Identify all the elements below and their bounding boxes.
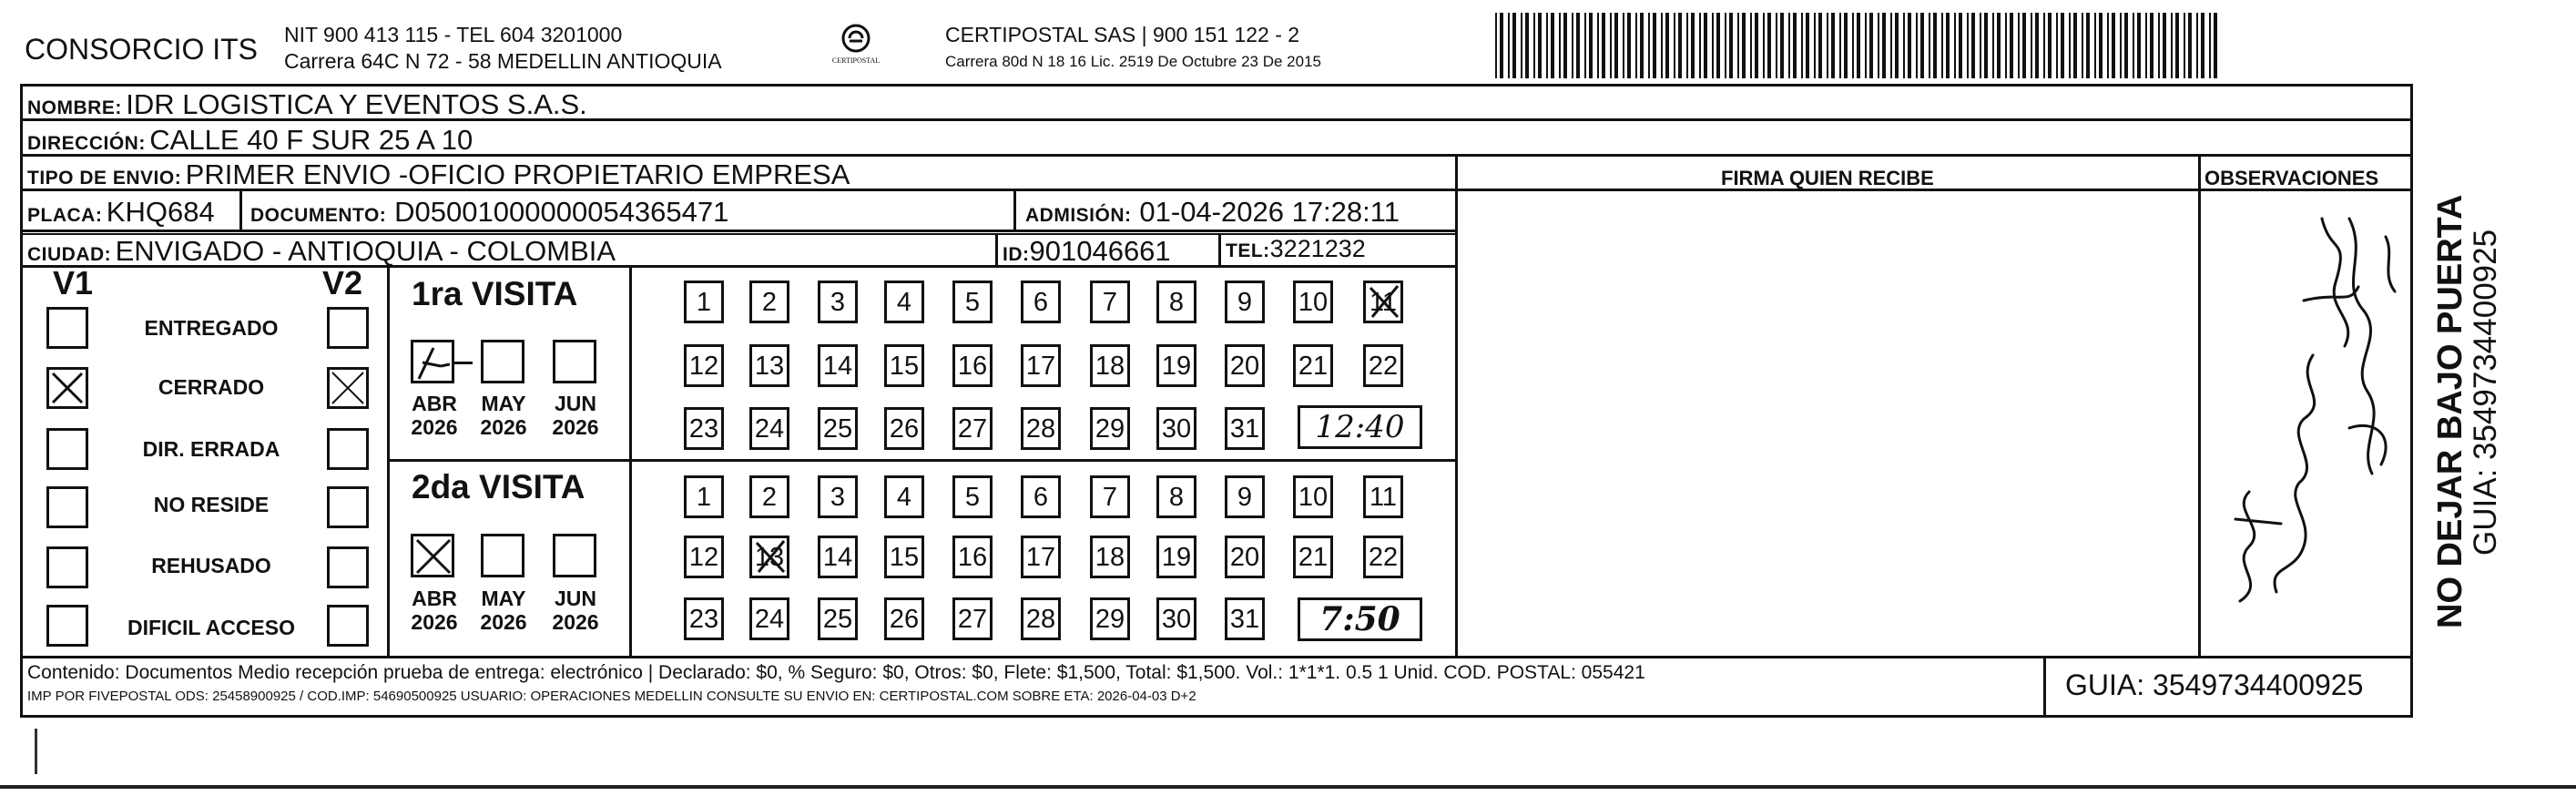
v1-checkbox-dificil-acceso[interactable] — [46, 605, 88, 647]
admision-value: 01-04-2026 17:28:11 — [1139, 196, 1400, 228]
day-box-visit1[interactable]: 7 — [1090, 281, 1130, 323]
first-visit-time-box[interactable] — [1298, 405, 1422, 449]
barcode-bar — [1716, 13, 1720, 78]
barcode-bar — [1737, 13, 1739, 78]
day-box-visit2[interactable]: 7 — [1090, 475, 1130, 518]
day-box-visit2[interactable]: 3 — [818, 475, 858, 518]
barcode-bar — [1627, 13, 1631, 78]
company-nit: NIT 900 413 115 - TEL 604 3201000 — [284, 23, 623, 46]
v2-month-abr[interactable] — [411, 534, 454, 577]
day-box-visit1[interactable]: 13 — [749, 344, 789, 387]
company-address: Carrera 64C N 72 - 58 MEDELLIN ANTIOQUIA — [284, 49, 722, 73]
barcode-bar — [2145, 13, 2147, 78]
day-box-visit2[interactable]: 20 — [1225, 536, 1265, 578]
v2-month-jun[interactable] — [553, 534, 596, 577]
scan-edge-line — [0, 785, 2576, 789]
barcode-bar — [1890, 13, 1892, 78]
barcode-bar — [2158, 13, 2160, 78]
dash-mark — [454, 362, 473, 364]
barcode-bar — [1818, 13, 1822, 78]
barcode-bar — [1750, 13, 1752, 78]
barcode-bar — [1929, 13, 1930, 78]
barcode-bar — [1967, 13, 1969, 78]
barcode-bar — [1576, 13, 1580, 78]
month-name: JUN — [554, 392, 596, 415]
month-name: ABR — [412, 392, 457, 415]
barcode-bar — [1767, 13, 1771, 78]
day-box-visit1[interactable]: 30 — [1156, 407, 1196, 450]
second-visit-label: 2da VISITA — [412, 468, 585, 505]
direccion-label: DIRECCIÓN: — [27, 133, 146, 154]
barcode-bar — [1801, 13, 1803, 78]
v2-checkbox-entregado[interactable] — [327, 307, 369, 349]
v1-month-abr-label — [402, 392, 466, 439]
barcode-bar — [1865, 13, 1867, 78]
barcode-bar — [2094, 13, 2096, 78]
ciudad-value: ENVIGADO - ANTIOQUIA - COLOMBIA — [115, 235, 616, 267]
barcode-bar — [1954, 13, 1956, 78]
barcode-bar — [2082, 13, 2083, 78]
day-box-visit2[interactable]: 23 — [684, 597, 724, 640]
documento-value: D05001000000054365471 — [394, 196, 729, 228]
barcode-bar — [1572, 13, 1573, 78]
barcode-bar — [2099, 13, 2103, 78]
v2-month-may-label — [472, 587, 535, 634]
v2-checkbox-rehusado[interactable] — [327, 546, 369, 588]
day-box-visit1[interactable]: 29 — [1090, 407, 1130, 450]
day-box-visit2[interactable]: 9 — [1225, 475, 1265, 518]
rule — [1218, 233, 1221, 267]
barcode-bar — [1806, 13, 1809, 78]
footer-guia: GUIA: 3549734400925 — [2065, 668, 2364, 701]
barcode-bar — [1674, 13, 1675, 78]
logo-text: CERTIPOSTAL — [831, 56, 881, 65]
tipo-row — [27, 158, 850, 191]
day-box-visit1[interactable]: 27 — [952, 407, 993, 450]
barcode-bar — [1959, 13, 1962, 78]
day-box-visit1[interactable]: 24 — [749, 407, 789, 450]
day-box-visit2[interactable]: 22 — [1363, 536, 1403, 578]
option-dir-errada: DIR. ERRADA — [142, 437, 280, 461]
barcode-bar — [2031, 13, 2032, 78]
day-box-visit1[interactable]: 26 — [884, 407, 924, 450]
v1-checkbox-rehusado[interactable] — [46, 546, 88, 588]
day-box-visit2[interactable]: 8 — [1156, 475, 1196, 518]
obs-divider — [2198, 154, 2201, 658]
v1-checkbox-entregado[interactable] — [46, 307, 88, 349]
day-box-visit2[interactable]: 16 — [952, 536, 993, 578]
barcode-bar — [1844, 13, 1848, 78]
barcode-bar — [1712, 13, 1714, 78]
barcode-bar — [2022, 13, 2026, 78]
barcode-bar — [1678, 13, 1682, 78]
carrier-address: Carrera 80d N 18 16 Lic. 2519 De Octubre 23 De 2015 — [945, 53, 1321, 70]
barcode-bar — [1584, 13, 1586, 78]
admision-label: ADMISIÓN: — [1025, 205, 1132, 226]
tel-label: TEL: — [1226, 240, 1270, 261]
footer-contenido: Contenido: Documentos Medio recepción prueba de entrega: electrónico | Declarado: $0, % Seguro: $0, Otros: $0, Flete: $1,500, Total: $1,500. Vol.: 1*1*1. 0.5 1 Unid. COD. POSTAL: 055421 — [27, 662, 1645, 683]
barcode-bar — [2069, 13, 2071, 78]
month-year: 2026 — [411, 415, 458, 439]
option-no-reside: NO RESIDE — [153, 493, 270, 516]
carrier-name: CERTIPOSTAL SAS | 900 151 122 - 2 — [945, 23, 1300, 46]
month-year: 2026 — [480, 415, 527, 439]
barcode-bar — [1546, 13, 1548, 78]
barcode-bar — [1780, 13, 1784, 78]
v1-month-may-label — [472, 392, 535, 439]
barcode-bar — [1704, 13, 1707, 78]
barcode-bar — [2133, 13, 2134, 78]
nombre-label: NOMBRE: — [27, 97, 122, 118]
month-name: JUN — [554, 587, 596, 610]
frame-bottom — [20, 715, 2413, 718]
day-box-visit2[interactable]: 18 — [1090, 536, 1130, 578]
barcode-bar — [2184, 13, 2185, 78]
v2-month-jun-label — [544, 587, 607, 634]
barcode-bar — [1640, 13, 1644, 78]
barcode-bar — [1984, 13, 1988, 78]
frame-left — [20, 84, 23, 717]
day-box-visit2[interactable]: 27 — [952, 597, 993, 640]
v1-month-jun[interactable] — [553, 340, 596, 383]
barcode-bar — [1686, 13, 1688, 78]
day-box-visit1[interactable]: 18 — [1090, 344, 1130, 387]
day-cross-mark — [1363, 281, 1403, 323]
barcode-bar — [1882, 13, 1886, 78]
day-box-visit1[interactable]: 11 — [1363, 281, 1403, 323]
v1-label: V1 — [53, 264, 94, 301]
day-box-visit1[interactable]: 6 — [1021, 281, 1061, 323]
barcode-bar — [1500, 13, 1503, 78]
month-year: 2026 — [411, 610, 458, 634]
barcode-bar — [2056, 13, 2058, 78]
barcode-bar — [1648, 13, 1650, 78]
day-box-visit1[interactable]: 9 — [1225, 281, 1265, 323]
firma-label: FIRMA QUIEN RECIBE — [1721, 167, 1934, 189]
barcode-bar — [2175, 13, 2179, 78]
v2-checkbox-dificil-acceso[interactable] — [327, 605, 369, 647]
tel-value: 3221232 — [1269, 235, 1366, 262]
barcode-bar — [1563, 13, 1567, 78]
barcode-bar — [1997, 13, 2001, 78]
month-year: 2026 — [480, 610, 527, 634]
barcode-bar — [2061, 13, 2064, 78]
barcode-bar — [1653, 13, 1656, 78]
v1-month-jun-label — [544, 392, 607, 439]
barcode-bar — [1725, 13, 1726, 78]
barcode-bar — [1793, 13, 1797, 78]
barcode-bar — [1839, 13, 1841, 78]
barcode-bar — [2035, 13, 2039, 78]
barcode-bar — [1763, 13, 1765, 78]
side-guia: GUIA: 3549734400925 — [2468, 229, 2503, 556]
barcode-bar — [2073, 13, 2077, 78]
barcode-bar — [1933, 13, 1937, 78]
month-name: MAY — [481, 392, 526, 415]
nombre-value: IDR LOGISTICA Y EVENTOS S.A.S. — [126, 88, 587, 120]
ciudad-label: CIUDAD: — [27, 244, 112, 265]
placa-value: KHQ684 — [106, 196, 215, 228]
day-box-visit1[interactable]: 10 — [1293, 281, 1333, 323]
day-box-visit2[interactable]: 30 — [1156, 597, 1196, 640]
day-box-visit2[interactable]: 14 — [818, 536, 858, 578]
month-year: 2026 — [552, 610, 599, 634]
barcode-bar — [2201, 13, 2204, 78]
rule — [239, 189, 242, 231]
barcode-bar — [1895, 13, 1899, 78]
barcode-bar — [2124, 13, 2128, 78]
rule — [995, 233, 998, 267]
day-box-visit2[interactable]: 29 — [1090, 597, 1130, 640]
barcode-bar — [1946, 13, 1950, 78]
barcode-bar — [1538, 13, 1542, 78]
handwritten-signature — [2213, 200, 2413, 638]
day-box-visit1[interactable]: 16 — [952, 344, 993, 387]
admision-row — [1025, 196, 1400, 229]
barcode-bar — [1776, 13, 1777, 78]
tipo-value: PRIMER ENVIO -OFICIO PROPIETARIO EMPRESA — [185, 158, 850, 190]
observaciones-label: OBSERVACIONES — [2204, 167, 2379, 189]
id-value: 901046661 — [1029, 235, 1171, 267]
day-box-visit1[interactable]: 20 — [1225, 344, 1265, 387]
barcode-bar — [1521, 13, 1522, 78]
tel-row — [1226, 235, 1366, 263]
v2-month-may[interactable] — [481, 534, 524, 577]
barcode-bar — [1597, 13, 1599, 78]
day-box-visit2[interactable]: 24 — [749, 597, 789, 640]
barcode-bar — [2018, 13, 2020, 78]
barcode-bar — [1908, 13, 1911, 78]
barcode-bar — [1635, 13, 1637, 78]
v1-month-may[interactable] — [481, 340, 524, 383]
v1-checkbox-no-reside[interactable] — [46, 486, 88, 528]
day-box-visit2[interactable]: 1 — [684, 475, 724, 518]
v2-checkbox-cerrado[interactable] — [327, 367, 369, 409]
first-visit-label: 1ra VISITA — [412, 275, 578, 312]
day-box-visit1[interactable]: 4 — [884, 281, 924, 323]
documento-row — [250, 196, 728, 229]
ciudad-row — [27, 235, 616, 268]
day-box-visit2[interactable]: 17 — [1021, 536, 1061, 578]
option-entregado: ENTREGADO — [144, 316, 279, 340]
barcode-bar — [1920, 13, 1924, 78]
day-box-visit2[interactable]: 21 — [1293, 536, 1333, 578]
barcode-bar — [1831, 13, 1835, 78]
day-box-visit2[interactable]: 13 — [749, 536, 789, 578]
barcode-bar — [1691, 13, 1695, 78]
company-name: CONSORCIO ITS — [25, 33, 259, 66]
day-box-visit2[interactable]: 19 — [1156, 536, 1196, 578]
barcode-bar — [2214, 13, 2217, 78]
month-name: ABR — [412, 587, 457, 610]
month-name: MAY — [481, 587, 526, 610]
day-box-visit1[interactable]: 23 — [684, 407, 724, 450]
barcode-bar — [2188, 13, 2192, 78]
firma-divider — [1455, 154, 1458, 658]
certipostal-logo — [824, 20, 888, 75]
day-box-visit2[interactable]: 4 — [884, 475, 924, 518]
barcode-bar — [1614, 13, 1618, 78]
barcode-bar — [1699, 13, 1701, 78]
scan-edge-mark — [35, 729, 37, 774]
barcode-bar — [2010, 13, 2013, 78]
barcode-bar — [1533, 13, 1535, 78]
day-box-visit2[interactable]: 15 — [884, 536, 924, 578]
barcode-bar — [2163, 13, 2166, 78]
barcode-bar — [2196, 13, 2198, 78]
barcode-bar — [1623, 13, 1624, 78]
v1-checkbox-cerrado[interactable] — [46, 367, 88, 409]
direccion-value: CALLE 40 F SUR 25 A 10 — [149, 124, 473, 156]
rule — [387, 459, 1455, 462]
barcode — [1495, 13, 2219, 78]
barcode-bar — [1980, 13, 1981, 78]
day-cross-mark — [749, 536, 789, 578]
day-box-visit2[interactable]: 10 — [1293, 475, 1333, 518]
day-box-visit1[interactable]: 21 — [1293, 344, 1333, 387]
day-box-visit2[interactable]: 2 — [749, 475, 789, 518]
day-box-visit1[interactable]: 22 — [1363, 344, 1403, 387]
barcode-bar — [1878, 13, 1879, 78]
no-dejar-bajo-puerta: NO DEJAR BAJO PUERTA — [2431, 194, 2469, 628]
barcode-bar — [2209, 13, 2211, 78]
documento-label: DOCUMENTO: — [250, 205, 387, 226]
day-box-visit1[interactable]: 12 — [684, 344, 724, 387]
rule — [20, 230, 1455, 232]
barcode-bar — [1971, 13, 1975, 78]
barcode-bar — [1551, 13, 1554, 78]
barcode-bar — [1852, 13, 1854, 78]
day-box-visit2[interactable]: 6 — [1021, 475, 1061, 518]
barcode-bar — [1512, 13, 1516, 78]
id-row — [1003, 235, 1171, 268]
barcode-bar — [1589, 13, 1593, 78]
second-visit-time: 7:50 — [1319, 600, 1400, 638]
barcode-bar — [1827, 13, 1828, 78]
v2-label: V2 — [322, 264, 363, 301]
day-box-visit1[interactable]: 15 — [884, 344, 924, 387]
barcode-bar — [1665, 13, 1669, 78]
v2-month-abr-label — [402, 587, 466, 634]
v1-month-abr[interactable] — [411, 340, 454, 383]
month-year: 2026 — [552, 415, 599, 439]
barcode-bar — [1869, 13, 1873, 78]
day-box-visit2[interactable]: 11 — [1363, 475, 1403, 518]
barcode-bar — [1742, 13, 1746, 78]
barcode-bar — [1525, 13, 1529, 78]
day-box-visit2[interactable]: 5 — [952, 475, 993, 518]
barcode-bar — [2120, 13, 2122, 78]
day-box-visit2[interactable]: 26 — [884, 597, 924, 640]
barcode-bar — [1755, 13, 1758, 78]
day-box-visit2[interactable]: 31 — [1225, 597, 1265, 640]
option-dificil-acceso: DIFICIL ACCESO — [127, 616, 295, 639]
v2-checkbox-no-reside[interactable] — [327, 486, 369, 528]
day-box-visit2[interactable]: 28 — [1021, 597, 1061, 640]
day-box-visit1[interactable]: 19 — [1156, 344, 1196, 387]
v1-checkbox-dir-errada[interactable] — [46, 428, 88, 470]
id-label: ID: — [1003, 244, 1030, 265]
barcode-bar — [1992, 13, 1994, 78]
barcode-bar — [1729, 13, 1733, 78]
barcode-bar — [2171, 13, 2173, 78]
barcode-bar — [2137, 13, 2141, 78]
tipo-label: TIPO DE ENVIO: — [27, 168, 182, 189]
day-box-visit2[interactable]: 25 — [818, 597, 858, 640]
placa-row — [27, 196, 215, 229]
barcode-bar — [2048, 13, 2052, 78]
placa-label: PLACA: — [27, 205, 103, 226]
rule — [1013, 189, 1016, 231]
first-visit-time: 12:40 — [1315, 409, 1405, 445]
barcode-bar — [1916, 13, 1918, 78]
day-box-visit1[interactable]: 28 — [1021, 407, 1061, 450]
barcode-bar — [1495, 13, 1497, 78]
barcode-bar — [1857, 13, 1860, 78]
barcode-bar — [1508, 13, 1510, 78]
barcode-bar — [1903, 13, 1905, 78]
direccion-row — [27, 124, 473, 157]
day-box-visit1[interactable]: 17 — [1021, 344, 1061, 387]
nombre-row — [27, 88, 587, 121]
day-box-visit1[interactable]: 8 — [1156, 281, 1196, 323]
barcode-bar — [2107, 13, 2109, 78]
rule — [20, 656, 2413, 658]
barcode-bar — [2005, 13, 2007, 78]
option-rehusado: REHUSADO — [151, 554, 271, 577]
barcode-bar — [2150, 13, 2153, 78]
frame-top — [20, 84, 2413, 87]
barcode-bar — [1602, 13, 1605, 78]
v2-checkbox-dir-errada[interactable] — [327, 428, 369, 470]
day-box-visit1[interactable]: 1 — [684, 281, 724, 323]
barcode-bar — [1788, 13, 1790, 78]
day-box-visit1[interactable]: 31 — [1225, 407, 1265, 450]
option-cerrado: CERRADO — [158, 375, 265, 399]
barcode-bar — [1814, 13, 1816, 78]
footer-imp: IMP POR FIVEPOSTAL ODS: 25458900925 / COD.IMP: 54690500925 USUARIO: OPERACIONES MEDELLIN CONSULTE SU ENVIO EN: CERTIPOSTAL.COM SOBRE ETA: 2026-04-03 D+2 — [27, 689, 1196, 704]
day-box-visit1[interactable]: 5 — [952, 281, 993, 323]
day-box-visit1[interactable]: 3 — [818, 281, 858, 323]
day-box-visit2[interactable]: 12 — [684, 536, 724, 578]
second-visit-time-box[interactable] — [1298, 597, 1422, 641]
barcode-bar — [1941, 13, 1943, 78]
barcode-bar — [2043, 13, 2045, 78]
barcode-bar — [2112, 13, 2115, 78]
barcode-bar — [1559, 13, 1561, 78]
barcode-bar — [1661, 13, 1663, 78]
rule — [2043, 656, 2046, 717]
barcode-bar — [1610, 13, 1612, 78]
day-box-visit1[interactable]: 14 — [818, 344, 858, 387]
day-box-visit1[interactable]: 2 — [749, 281, 789, 323]
day-box-visit1[interactable]: 25 — [818, 407, 858, 450]
barcode-bar — [2086, 13, 2090, 78]
